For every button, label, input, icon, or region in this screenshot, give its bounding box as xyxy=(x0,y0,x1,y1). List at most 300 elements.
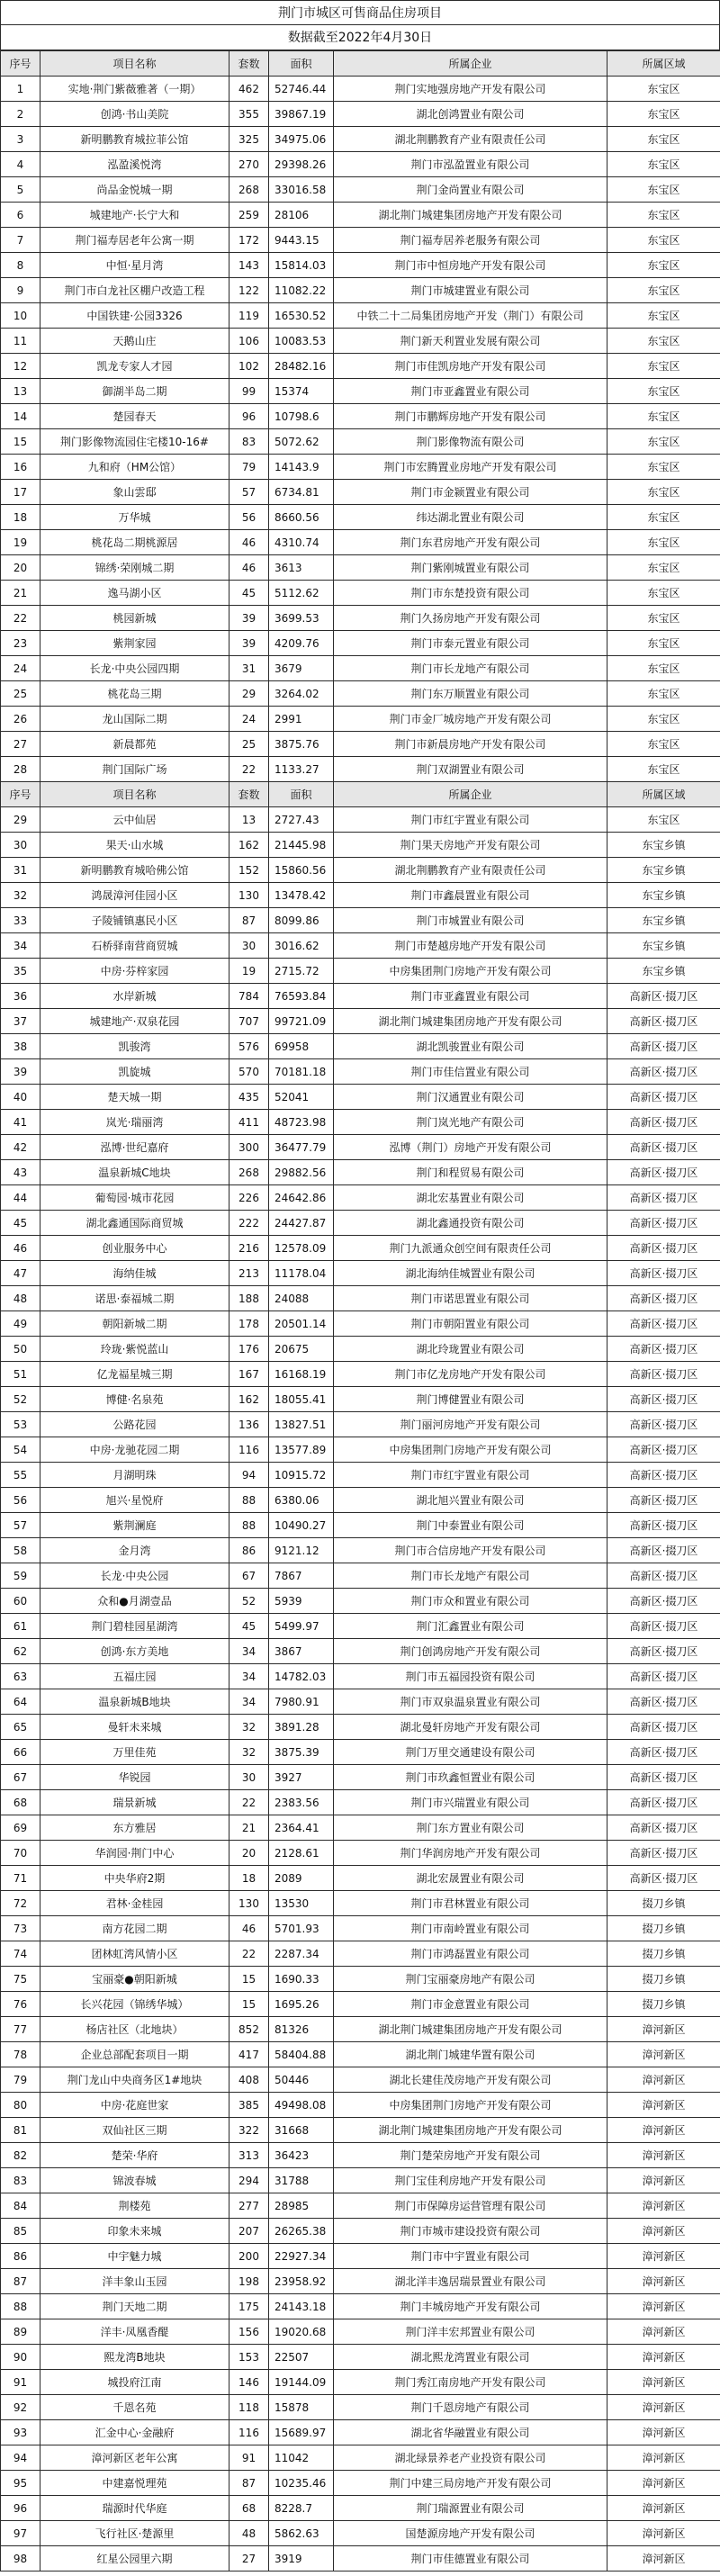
table-row xyxy=(1,1185,720,1211)
table-row xyxy=(1,1135,720,1160)
table-row xyxy=(1,480,720,505)
row-index: 83 xyxy=(1,2168,40,2193)
project-name: 楚荣·华府 xyxy=(40,2143,230,2168)
region-name: 东宝区 xyxy=(608,429,720,455)
region-name: 高新区·掇刀区 xyxy=(608,1085,720,1110)
enterprise-name: 湖北创鸿置业有限公司 xyxy=(334,102,608,127)
floor-area: 15689.97 xyxy=(269,2420,334,2445)
unit-count: 99 xyxy=(230,379,269,404)
region-name: 高新区·掇刀区 xyxy=(608,1589,720,1614)
region-name: 漳河新区 xyxy=(608,2244,720,2269)
table-row xyxy=(1,732,720,757)
enterprise-name: 荆门市城置业有限公司 xyxy=(334,908,608,933)
row-index: 85 xyxy=(1,2219,40,2244)
unit-count: 19 xyxy=(230,959,269,984)
unit-count: 34 xyxy=(230,1689,269,1715)
project-name: 漳河新区老年公寓 xyxy=(40,2445,230,2471)
floor-area: 6734.81 xyxy=(269,480,334,505)
table-row xyxy=(1,757,720,782)
project-name: 荆门碧桂园星湖湾 xyxy=(40,1614,230,1639)
unit-count: 68 xyxy=(230,2496,269,2521)
floor-area: 36423 xyxy=(269,2143,334,2168)
header-cell-repeat: 套数 xyxy=(230,782,269,807)
enterprise-name: 荆门秀江南房地产开发有限公司 xyxy=(334,2370,608,2395)
region-name: 高新区·掇刀区 xyxy=(608,1337,720,1362)
row-index: 80 xyxy=(1,2093,40,2118)
row-index: 27 xyxy=(1,732,40,757)
project-name: 城投府江南 xyxy=(40,2370,230,2395)
unit-count: 294 xyxy=(230,2168,269,2193)
row-index: 59 xyxy=(1,1563,40,1589)
unit-count: 94 xyxy=(230,1463,269,1488)
table-row xyxy=(1,2143,720,2168)
enterprise-name: 荆门市城建置业有限公司 xyxy=(334,278,608,303)
unit-count: 207 xyxy=(230,2219,269,2244)
table-row xyxy=(1,379,720,404)
unit-count: 91 xyxy=(230,2445,269,2471)
region-name: 高新区·掇刀区 xyxy=(608,1160,720,1185)
row-index: 31 xyxy=(1,858,40,883)
row-index: 3 xyxy=(1,127,40,152)
floor-area: 8660.56 xyxy=(269,505,334,530)
unit-count: 57 xyxy=(230,480,269,505)
enterprise-name: 湖北曼轩房地产开发有限公司 xyxy=(334,1715,608,1740)
project-name: 桃园新城 xyxy=(40,606,230,631)
document-subtitle: 数据截至2022年4月30日 xyxy=(0,25,720,50)
floor-area: 28482.16 xyxy=(269,354,334,379)
floor-area: 7980.91 xyxy=(269,1689,334,1715)
table-row xyxy=(1,1891,720,1916)
project-name: 旭兴·星悦府 xyxy=(40,1488,230,1513)
table-row xyxy=(1,1866,720,1891)
enterprise-name: 荆门市朝阳置业有限公司 xyxy=(334,1311,608,1337)
floor-area: 6380.06 xyxy=(269,1488,334,1513)
region-name: 漳河新区 xyxy=(608,2168,720,2193)
enterprise-name: 荆门市东楚投资有限公司 xyxy=(334,581,608,606)
table-row xyxy=(1,102,720,127)
enterprise-name: 荆门宝丽豪房地产有限公司 xyxy=(334,1967,608,1992)
unit-count: 355 xyxy=(230,102,269,127)
table-row xyxy=(1,2345,720,2370)
table-row xyxy=(1,2294,720,2319)
floor-area: 5701.93 xyxy=(269,1916,334,1941)
unit-count: 46 xyxy=(230,555,269,581)
row-index: 46 xyxy=(1,1236,40,1261)
project-name: 岚光·瑞丽湾 xyxy=(40,1110,230,1135)
floor-area: 1695.26 xyxy=(269,1992,334,2017)
floor-area: 24427.87 xyxy=(269,1211,334,1236)
row-index: 1 xyxy=(1,77,40,102)
enterprise-name: 中房集团荆门房地产开发有限公司 xyxy=(334,959,608,984)
project-name: 中建嘉悦理苑 xyxy=(40,2471,230,2496)
row-index: 14 xyxy=(1,404,40,429)
document-title: 荆门市城区可售商品住房项目 xyxy=(0,0,720,25)
region-name: 东宝区 xyxy=(608,102,720,127)
enterprise-name: 湖北长建佳茂房地产开发有限公司 xyxy=(334,2067,608,2093)
floor-area: 10798.6 xyxy=(269,404,334,429)
table-row xyxy=(1,1286,720,1311)
floor-area: 11042 xyxy=(269,2445,334,2471)
unit-count: 18 xyxy=(230,1866,269,1891)
floor-area: 2128.61 xyxy=(269,1841,334,1866)
table-row xyxy=(1,1034,720,1059)
row-index: 25 xyxy=(1,681,40,707)
project-name: 华润园·荆门中心 xyxy=(40,1841,230,1866)
unit-count: 153 xyxy=(230,2345,269,2370)
region-name: 高新区·掇刀区 xyxy=(608,1815,720,1841)
enterprise-name: 湖北熙龙湾置业有限公司 xyxy=(334,2345,608,2370)
unit-count: 146 xyxy=(230,2370,269,2395)
row-index: 98 xyxy=(1,2546,40,2571)
enterprise-name: 荆门市诺思置业有限公司 xyxy=(334,1286,608,1311)
unit-count: 119 xyxy=(230,303,269,329)
project-name: 中房·龙驰花园二期 xyxy=(40,1437,230,1463)
project-name: 汇金中心·金融府 xyxy=(40,2420,230,2445)
enterprise-name: 荆门市五福园投资有限公司 xyxy=(334,1664,608,1689)
row-index: 65 xyxy=(1,1715,40,1740)
table-row xyxy=(1,1815,720,1841)
row-index: 81 xyxy=(1,2118,40,2143)
floor-area: 3679 xyxy=(269,656,334,681)
floor-area: 5112.62 xyxy=(269,581,334,606)
table-row xyxy=(1,1916,720,1941)
row-index: 45 xyxy=(1,1211,40,1236)
row-index: 17 xyxy=(1,480,40,505)
region-name: 东宝区 xyxy=(608,581,720,606)
region-name: 东宝区 xyxy=(608,203,720,228)
table-row xyxy=(1,1261,720,1286)
enterprise-name: 荆门创鸿房地产开发有限公司 xyxy=(334,1639,608,1664)
floor-area: 69958 xyxy=(269,1034,334,1059)
table-row xyxy=(1,707,720,732)
enterprise-name: 荆门千恩房地产有限公司 xyxy=(334,2395,608,2420)
table-row xyxy=(1,253,720,278)
project-name: 九和府（HM公馆） xyxy=(40,455,230,480)
floor-area: 5939 xyxy=(269,1589,334,1614)
enterprise-name: 中铁二十二局集团房地产开发（荆门）有限公司 xyxy=(334,303,608,329)
region-name: 东宝区 xyxy=(608,77,720,102)
enterprise-name: 荆门汇鑫置业有限公司 xyxy=(334,1614,608,1639)
project-name: 紫荆家园 xyxy=(40,631,230,656)
table-row xyxy=(1,1841,720,1866)
table-row xyxy=(1,2168,720,2193)
unit-count: 176 xyxy=(230,1337,269,1362)
row-index: 16 xyxy=(1,455,40,480)
floor-area: 39867.19 xyxy=(269,102,334,127)
table-row xyxy=(1,1664,720,1689)
floor-area: 3867 xyxy=(269,1639,334,1664)
unit-count: 130 xyxy=(230,1891,269,1916)
floor-area: 13577.89 xyxy=(269,1437,334,1463)
region-name: 高新区·掇刀区 xyxy=(608,1538,720,1563)
region-name: 掇刀乡镇 xyxy=(608,1891,720,1916)
enterprise-name: 荆门瑞源置业有限公司 xyxy=(334,2496,608,2521)
project-name: 鸿晟漳河佳园小区 xyxy=(40,883,230,908)
floor-area: 1690.33 xyxy=(269,1967,334,1992)
project-name: 楚园春天 xyxy=(40,404,230,429)
project-name: 凯骏湾 xyxy=(40,1034,230,1059)
enterprise-name: 荆门中建三局房地产开发有限公司 xyxy=(334,2471,608,2496)
enterprise-name: 荆门福寿居养老服务有限公司 xyxy=(334,228,608,253)
region-name: 高新区·掇刀区 xyxy=(608,1412,720,1437)
unit-count: 162 xyxy=(230,1387,269,1412)
unit-count: 213 xyxy=(230,1261,269,1286)
region-name: 东宝乡镇 xyxy=(608,959,720,984)
row-index: 36 xyxy=(1,984,40,1009)
enterprise-name: 荆门九派通众创空间有限责任公司 xyxy=(334,1236,608,1261)
enterprise-name: 荆门双湖置业有限公司 xyxy=(334,757,608,782)
unit-count: 96 xyxy=(230,404,269,429)
enterprise-name: 荆门市南岭置业有限公司 xyxy=(334,1916,608,1941)
project-name: 公路花园 xyxy=(40,1412,230,1437)
unit-count: 31 xyxy=(230,656,269,681)
project-name: 红星公园里六期 xyxy=(40,2546,230,2571)
unit-count: 136 xyxy=(230,1412,269,1437)
enterprise-name: 中房集团荆门房地产开发有限公司 xyxy=(334,1437,608,1463)
table-row xyxy=(1,228,720,253)
unit-count: 116 xyxy=(230,1437,269,1463)
enterprise-name: 湖北荆鹏教育产业有限责任公司 xyxy=(334,127,608,152)
unit-count: 56 xyxy=(230,505,269,530)
floor-area: 9443.15 xyxy=(269,228,334,253)
project-name: 荆门市白龙社区棚户改造工程 xyxy=(40,278,230,303)
project-name: 双仙社区三期 xyxy=(40,2118,230,2143)
project-name: 云中仙居 xyxy=(40,807,230,833)
row-index: 61 xyxy=(1,1614,40,1639)
unit-count: 27 xyxy=(230,2546,269,2571)
row-index: 23 xyxy=(1,631,40,656)
floor-area: 13530 xyxy=(269,1891,334,1916)
row-index: 34 xyxy=(1,933,40,959)
project-name: 五福庄园 xyxy=(40,1664,230,1689)
floor-area: 3891.28 xyxy=(269,1715,334,1740)
row-index: 37 xyxy=(1,1009,40,1034)
unit-count: 83 xyxy=(230,429,269,455)
row-index: 78 xyxy=(1,2042,40,2067)
table-row xyxy=(1,455,720,480)
enterprise-name: 湖北玲珑置业有限公司 xyxy=(334,1337,608,1362)
table-row xyxy=(1,203,720,228)
enterprise-name: 荆门市中宇置业有限公司 xyxy=(334,2244,608,2269)
row-index: 95 xyxy=(1,2471,40,2496)
table-row xyxy=(1,1236,720,1261)
row-index: 26 xyxy=(1,707,40,732)
enterprise-name: 湖北荆门城建集团房地产开发有限公司 xyxy=(334,2118,608,2143)
floor-area: 14143.9 xyxy=(269,455,334,480)
enterprise-name: 湖北绿景养老产业投资有限公司 xyxy=(334,2445,608,2471)
project-name: 温泉新城C地块 xyxy=(40,1160,230,1185)
project-name: 凯旋城 xyxy=(40,1059,230,1085)
project-name: 子陵铺镇惠民小区 xyxy=(40,908,230,933)
unit-count: 46 xyxy=(230,530,269,555)
unit-count: 143 xyxy=(230,253,269,278)
region-name: 漳河新区 xyxy=(608,2546,720,2571)
region-name: 东宝区 xyxy=(608,732,720,757)
enterprise-name: 荆门市城市建设投资有限公司 xyxy=(334,2219,608,2244)
region-name: 高新区·掇刀区 xyxy=(608,1236,720,1261)
floor-area: 3016.62 xyxy=(269,933,334,959)
unit-count: 15 xyxy=(230,1967,269,1992)
enterprise-name: 荆门市佳德置业有限公司 xyxy=(334,2546,608,2571)
floor-area: 9121.12 xyxy=(269,1538,334,1563)
floor-area: 10235.46 xyxy=(269,2471,334,2496)
region-name: 东宝区 xyxy=(608,152,720,177)
region-name: 漳河新区 xyxy=(608,2143,720,2168)
table-row xyxy=(1,681,720,707)
region-name: 东宝乡镇 xyxy=(608,858,720,883)
enterprise-name: 荆门市亿龙房地产开发有限公司 xyxy=(334,1362,608,1387)
header-area: 面积 xyxy=(269,51,334,77)
project-name: 新晨都苑 xyxy=(40,732,230,757)
floor-area: 34975.06 xyxy=(269,127,334,152)
row-index: 66 xyxy=(1,1740,40,1765)
unit-count: 87 xyxy=(230,908,269,933)
floor-area: 7867 xyxy=(269,1563,334,1589)
region-name: 东宝区 xyxy=(608,455,720,480)
project-name: 飞行社区·楚源里 xyxy=(40,2521,230,2546)
table-row xyxy=(1,908,720,933)
enterprise-name: 荆门市红宇置业有限公司 xyxy=(334,1463,608,1488)
enterprise-name: 湖北鑫通投资有限公司 xyxy=(334,1211,608,1236)
floor-area: 1133.27 xyxy=(269,757,334,782)
row-index: 44 xyxy=(1,1185,40,1211)
region-name: 高新区·掇刀区 xyxy=(608,1437,720,1463)
region-name: 东宝区 xyxy=(608,127,720,152)
enterprise-name: 湖北荆门城建华置有限公司 xyxy=(334,2042,608,2067)
enterprise-name: 纬达湖北置业有限公司 xyxy=(334,505,608,530)
region-name: 漳河新区 xyxy=(608,2319,720,2345)
enterprise-name: 荆门久扬房地产开发有限公司 xyxy=(334,606,608,631)
enterprise-name: 国楚源房地产开发有限公司 xyxy=(334,2521,608,2546)
region-name: 高新区·掇刀区 xyxy=(608,1034,720,1059)
enterprise-name: 荆门金尚置业有限公司 xyxy=(334,177,608,203)
unit-count: 417 xyxy=(230,2042,269,2067)
table-row xyxy=(1,1639,720,1664)
project-name: 荆门影像物流园住宅楼10-16# xyxy=(40,429,230,455)
floor-area: 11082.22 xyxy=(269,278,334,303)
header-cell-repeat: 面积 xyxy=(269,782,334,807)
project-name: 众和●月湖壹品 xyxy=(40,1589,230,1614)
project-name: 洋丰·凤凰香醍 xyxy=(40,2319,230,2345)
floor-area: 52746.44 xyxy=(269,77,334,102)
table-row xyxy=(1,2395,720,2420)
enterprise-name: 荆门和程贸易有限公司 xyxy=(334,1160,608,1185)
table-row xyxy=(1,2471,720,2496)
project-name: 龙山国际二期 xyxy=(40,707,230,732)
table-row xyxy=(1,858,720,883)
region-name: 东宝区 xyxy=(608,681,720,707)
enterprise-name: 荆门市君林置业有限公司 xyxy=(334,1891,608,1916)
project-name: 长龙·中央公园 xyxy=(40,1563,230,1589)
region-name: 掇刀乡镇 xyxy=(608,1967,720,1992)
unit-count: 39 xyxy=(230,606,269,631)
floor-area: 4310.74 xyxy=(269,530,334,555)
table-row xyxy=(1,1689,720,1715)
row-index: 96 xyxy=(1,2496,40,2521)
floor-area: 76593.84 xyxy=(269,984,334,1009)
table-row xyxy=(1,1437,720,1463)
row-index: 94 xyxy=(1,2445,40,2471)
row-index: 93 xyxy=(1,2420,40,2445)
region-name: 东宝区 xyxy=(608,530,720,555)
enterprise-name: 荆门宝佳利房地产开发有限公司 xyxy=(334,2168,608,2193)
table-row xyxy=(1,1211,720,1236)
table-row xyxy=(1,2042,720,2067)
enterprise-name: 荆门市泓盈置业有限公司 xyxy=(334,152,608,177)
row-index: 33 xyxy=(1,908,40,933)
row-index: 64 xyxy=(1,1689,40,1715)
region-name: 东宝乡镇 xyxy=(608,833,720,858)
table-row xyxy=(1,1311,720,1337)
region-name: 高新区·掇刀区 xyxy=(608,1286,720,1311)
row-index: 13 xyxy=(1,379,40,404)
row-index: 39 xyxy=(1,1059,40,1085)
floor-area: 15814.03 xyxy=(269,253,334,278)
enterprise-name: 荆门市金颍置业有限公司 xyxy=(334,480,608,505)
region-name: 高新区·掇刀区 xyxy=(608,1765,720,1790)
region-name: 高新区·掇刀区 xyxy=(608,1689,720,1715)
project-name: 锦绣·荣刚城二期 xyxy=(40,555,230,581)
row-index: 18 xyxy=(1,505,40,530)
table-row xyxy=(1,2445,720,2471)
unit-count: 34 xyxy=(230,1639,269,1664)
enterprise-name: 荆门市泰元置业有限公司 xyxy=(334,631,608,656)
table-row xyxy=(1,1337,720,1362)
project-name: 创鸿·书山美院 xyxy=(40,102,230,127)
project-name: 逸马湖小区 xyxy=(40,581,230,606)
row-index: 72 xyxy=(1,1891,40,1916)
region-name: 掇刀乡镇 xyxy=(608,1992,720,2017)
row-index: 8 xyxy=(1,253,40,278)
enterprise-name: 荆门东方置业有限公司 xyxy=(334,1815,608,1841)
project-name: 桃花岛二期桃源居 xyxy=(40,530,230,555)
floor-area: 3919 xyxy=(269,2546,334,2571)
floor-area: 2715.72 xyxy=(269,959,334,984)
project-name: 紫荆澜庭 xyxy=(40,1513,230,1538)
region-name: 高新区·掇刀区 xyxy=(608,1211,720,1236)
table-row xyxy=(1,2093,720,2118)
floor-area: 99721.09 xyxy=(269,1009,334,1034)
project-name: 博健·名泉苑 xyxy=(40,1387,230,1412)
enterprise-name: 荆门市长龙地产有限公司 xyxy=(334,656,608,681)
enterprise-name: 荆门市亚鑫置业有限公司 xyxy=(334,379,608,404)
enterprise-name: 荆门汉通置业有限公司 xyxy=(334,1085,608,1110)
unit-count: 30 xyxy=(230,1765,269,1790)
project-name: 荆门龙山中央商务区1#地块 xyxy=(40,2067,230,2093)
project-name: 凯龙专家人才园 xyxy=(40,354,230,379)
row-index: 40 xyxy=(1,1085,40,1110)
table-row xyxy=(1,1160,720,1185)
project-name: 熙龙湾B地块 xyxy=(40,2345,230,2370)
enterprise-name: 湖北省华融置业有限公司 xyxy=(334,2420,608,2445)
unit-count: 268 xyxy=(230,1160,269,1185)
floor-area: 22507 xyxy=(269,2345,334,2370)
project-name: 万华城 xyxy=(40,505,230,530)
table-row xyxy=(1,1614,720,1639)
table-row xyxy=(1,429,720,455)
row-index: 58 xyxy=(1,1538,40,1563)
unit-count: 216 xyxy=(230,1236,269,1261)
project-name: 泓博·世纪嘉府 xyxy=(40,1135,230,1160)
unit-count: 385 xyxy=(230,2093,269,2118)
region-name: 漳河新区 xyxy=(608,2193,720,2219)
row-index: 52 xyxy=(1,1387,40,1412)
region-name: 高新区·掇刀区 xyxy=(608,1009,720,1034)
region-name: 东宝区 xyxy=(608,631,720,656)
unit-count: 178 xyxy=(230,1311,269,1337)
enterprise-name: 荆门果天房地产开发有限公司 xyxy=(334,833,608,858)
table-row xyxy=(1,933,720,959)
